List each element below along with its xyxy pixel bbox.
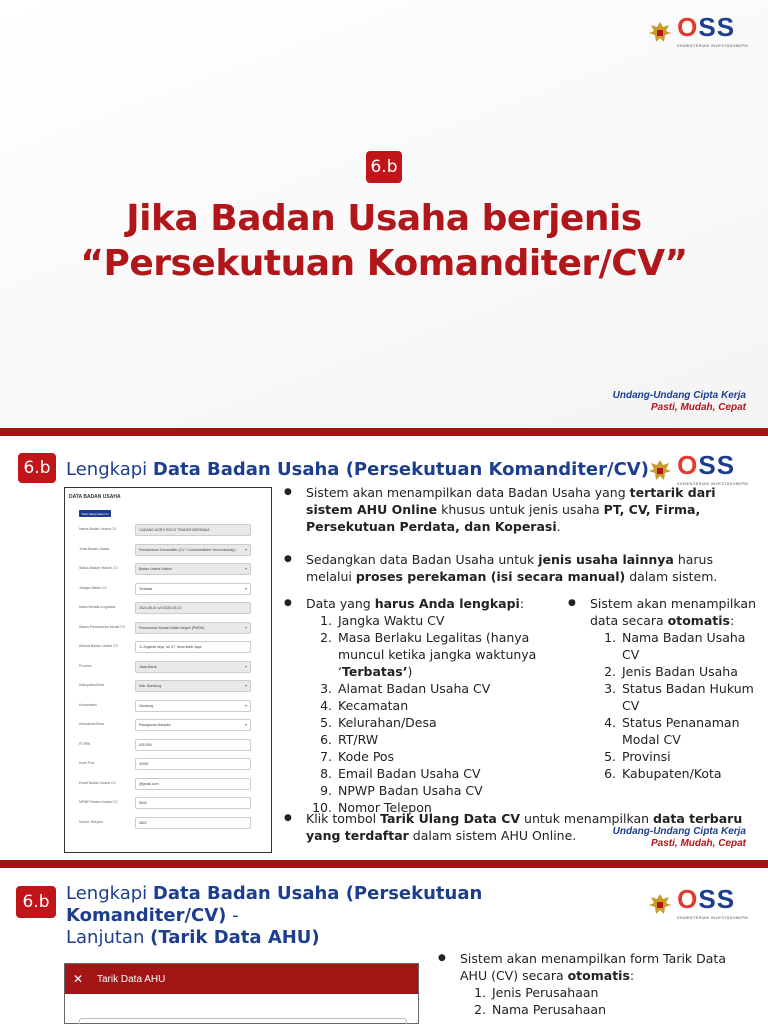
item-text: Nomor Telepon [338, 800, 432, 815]
form-field-label: Status Badan Hukum CV [79, 566, 118, 570]
form-title: DATA BADAN USAHA [69, 494, 121, 500]
form-field-input[interactable] [135, 797, 251, 809]
slide-heading: Lengkapi Data Badan Usaha (Persekutuan Komanditer/CV) - Lanjutan (Tarik Data AHU) [66, 883, 483, 948]
required-fields-list [284, 595, 574, 816]
form-field-input[interactable] [135, 622, 251, 634]
item-number: 1. [320, 613, 332, 628]
numbered-item [590, 663, 760, 680]
chevron-down-icon: ▾ [244, 702, 247, 708]
form-field-value: Penanaman Modal Dalam Negeri (PMDN) [139, 625, 205, 630]
form-field-label: NPWP Badan Usaha CV [79, 800, 118, 804]
form-field-label: Jenis Badan Usaha [79, 546, 110, 551]
numbered-item [460, 1001, 738, 1018]
bullet-item: ● Sedangkan data Badan Usaha untuk jenis usaha lainnya harus melalui proses perekaman (isi secara manual) dalam sistem. [284, 551, 754, 585]
item-text: NPWP Badan Usaha CV [338, 783, 483, 798]
form-row [79, 563, 255, 575]
item-text: Alamat Badan Usaha CV [338, 681, 491, 696]
item-text: Status Penanaman Modal CV [622, 715, 740, 747]
slide-separator [0, 428, 768, 436]
slide-title-line1: Jika Badan Usaha berjenis [126, 198, 642, 239]
item-number: 5. [604, 749, 616, 764]
chevron-down-icon: ▾ [244, 546, 247, 552]
item-text: Status Badan Hukum CV [622, 681, 754, 713]
item-number: 1. [474, 985, 486, 1000]
form-field-label: Email Badan Usaha CV [79, 780, 116, 785]
form-field-value: Cimaung [139, 703, 154, 708]
modal-title: Tarik Data AHU [97, 973, 166, 985]
item-number: 3. [604, 681, 616, 696]
section-badge: 6.b [18, 453, 56, 483]
item-text: Kabupaten/Kota [622, 766, 722, 781]
chevron-down-icon: ▾ [244, 722, 247, 727]
garuda-emblem-icon [647, 457, 673, 483]
item-text: Jangka Waktu CV [338, 613, 445, 628]
form-field-input[interactable] [135, 641, 251, 653]
item-number: 9. [320, 783, 332, 798]
numbered-item [306, 680, 574, 697]
oss-logo [647, 12, 748, 48]
auto-fields-list [568, 595, 760, 782]
numbered-item [306, 782, 574, 799]
form-row [79, 700, 255, 712]
item-text: Nama Perusahaan [492, 1002, 607, 1017]
form-field-label: Kode Pos [79, 761, 95, 765]
oss-logo [647, 884, 748, 920]
item-number: 8. [320, 766, 332, 781]
oss-wordmark: OSS KEMENTERIAN INVESTASI/BKPM [677, 12, 748, 48]
form-field-label: Kabupaten/Kota [79, 683, 105, 687]
form-row [79, 680, 255, 692]
numbered-item [590, 765, 760, 782]
form-field-label: Kecamatan [79, 702, 97, 707]
item-number: 4. [320, 698, 332, 713]
section-badge: 6.b [366, 151, 402, 183]
item-number: 6. [604, 766, 616, 781]
auto-fields [590, 629, 760, 782]
oss-wordmark: OSS KEMENTERIAN INVESTASI/BKPM [677, 450, 748, 486]
modal-input-field[interactable] [79, 1018, 407, 1024]
item-number: 6. [320, 732, 332, 747]
bullet-item: ● Sistem akan menampilkan form Tarik Data AHU (CV) secara otomatis: 1. Jenis Perusahaan 2. Nama Perusahaan [438, 950, 738, 1018]
form-field-input[interactable] [135, 544, 251, 556]
chevron-down-icon: ▾ [244, 566, 247, 571]
form-row [79, 778, 255, 790]
item-text: RT/RW [338, 732, 379, 747]
form-row [79, 622, 255, 634]
form-field-value: Jl. Angkrek raya, rw. 07, desa teluk Jaya [139, 645, 202, 649]
info-bullets-second [284, 551, 754, 585]
form-field-label: Kelurahan/Desa [79, 722, 105, 726]
numbered-item [306, 612, 574, 629]
bullet-item: ● Sistem akan menampilkan data secara otomatis: 1. Nama Badan Usaha CV 2. Jenis Badan Usaha 3. Status Badan Hukum CV 4. Status Penanaman Modal CV 5. Provinsi 6. Kabupaten/Kota [568, 595, 760, 782]
info-bullets-top [284, 484, 754, 535]
form-field-input[interactable] [135, 661, 251, 673]
item-text: Email Badan Usaha CV [338, 766, 481, 781]
form-field-value: 001/004 [139, 742, 152, 747]
form-field-value: 8642 [139, 801, 147, 805]
chevron-down-icon: ▾ [244, 683, 247, 688]
form-field-value: 2024-05-01 s/d 2025-05-02 [139, 606, 182, 610]
form-field-value: 40991 [139, 762, 149, 766]
slide-separator [0, 860, 768, 868]
form-row [79, 583, 255, 595]
data-badan-usaha-form [64, 487, 272, 853]
tarik-fields [460, 984, 738, 1018]
item-text: Jenis Badan Usaha [622, 664, 738, 679]
tagline: Undang-Undang Cipta Kerja Pasti, Mudah, Cepat [612, 826, 746, 849]
form-row [79, 739, 255, 751]
item-number: 1. [604, 630, 616, 645]
form-row [79, 641, 255, 653]
form-field-value: 0822 [139, 820, 147, 825]
numbered-item [590, 748, 760, 765]
form-field-input[interactable] [135, 739, 251, 751]
item-text: Masa Berlaku Legalitas (hanya muncul ketika jangka waktunya ‘ [338, 630, 537, 679]
chevron-down-icon: ▾ [244, 585, 247, 591]
form-field-input[interactable] [135, 680, 251, 692]
tarik-ulang-data-cv-button[interactable]: Tarik Ulang Data CV [79, 510, 111, 517]
form-field-value: Badan Usaha Hukum [139, 567, 173, 571]
section-badge: 6.b [16, 886, 56, 918]
form-field-input[interactable] [135, 602, 251, 614]
oss-logo [647, 450, 748, 486]
form-field-value: Kab. Bandung [139, 684, 162, 688]
form-field-input[interactable] [135, 719, 251, 731]
numbered-item [306, 714, 574, 731]
item-number: 7. [320, 749, 332, 764]
item-number: 3. [320, 681, 332, 696]
form-field-label: Alamat Badan Usaha CV [79, 644, 118, 648]
item-text-suffix: ) [407, 664, 413, 679]
garuda-emblem-icon [647, 891, 673, 917]
tagline: Undang-Undang Cipta Kerja Pasti, Mudah, Cepat [612, 390, 746, 413]
numbered-item [306, 629, 574, 680]
form-row [79, 797, 255, 809]
numbered-item [460, 984, 738, 1001]
form-field-value: Persekutuan Komanditer (CV / Commanditaire Vennootschap) [139, 547, 236, 552]
form-field-value: @gmail.com [139, 781, 159, 786]
numbered-item [590, 714, 760, 748]
item-number: 2. [474, 1002, 486, 1017]
slide-title [0, 0, 768, 428]
form-field-value: CADANG AGRO ROCK TRADER BERSAMA [139, 528, 210, 532]
form-field-input[interactable] [135, 778, 251, 790]
numbered-item [306, 748, 574, 765]
numbered-item [306, 697, 574, 714]
slide-title-line2: “Persekutuan Komanditer/CV” [80, 243, 688, 284]
item-text-bold: Terbatas’ [341, 664, 408, 679]
item-number: 4. [604, 715, 616, 730]
item-text: Kecamatan [338, 698, 409, 713]
form-field-label: RT/RW [79, 741, 91, 746]
item-text: Kelurahan/Desa [338, 715, 437, 730]
bullet-item: ● Sistem akan menampilkan data Badan Usaha yang tertarik dari sistem AHU Online khusus untuk jenis usaha PT, CV, Firma, Persekutuan Perdata, dan Koperasi. [284, 484, 754, 535]
numbered-item [590, 629, 760, 663]
numbered-item [306, 731, 574, 748]
form-field-value: Pasirgandu Nanjaka [139, 723, 171, 727]
item-text: Provinsi [622, 749, 671, 764]
form-row [79, 719, 255, 731]
tarik-data-ahu-modal [64, 963, 419, 1024]
form-field-input[interactable] [135, 583, 251, 595]
oss-wordmark: OSS KEMENTERIAN INVESTASI/BKPM [677, 884, 748, 920]
form-field-label: Nama Badan Usaha CV [79, 527, 117, 531]
form-field-label: Jangka Waktu CV [79, 585, 107, 590]
form-row [79, 758, 255, 770]
form-field-input[interactable] [135, 758, 251, 770]
item-text: Kode Pos [338, 749, 395, 764]
item-number: 5. [320, 715, 332, 730]
form-field-input[interactable] [135, 817, 251, 829]
item-number: 2. [320, 630, 332, 645]
form-field-input[interactable] [135, 524, 251, 536]
form-row [79, 661, 255, 673]
garuda-emblem-icon [647, 19, 673, 45]
item-text: Nama Badan Usaha CV [622, 630, 746, 662]
item-text: Jenis Perusahaan [492, 985, 599, 1000]
form-field-value: Jawa Barat [139, 664, 157, 669]
bullet-item: ● Klik tombol Tarik Ulang Data CV untuk menampilkan data terbaru yang terdaftar dalam sistem AHU Online. [284, 810, 754, 844]
slide-heading: Lengkapi Data Badan Usaha (Persekutuan Komanditer/CV) [66, 459, 649, 480]
form-field-label: Nomor Telepon [79, 819, 103, 824]
item-number: 10. [312, 800, 332, 815]
numbered-item [306, 765, 574, 782]
chevron-down-icon: ▾ [244, 663, 247, 669]
form-field-label: Status Penanaman Modal CV [79, 624, 126, 629]
tarik-info-list [438, 950, 738, 1018]
modal-header [65, 964, 418, 994]
form-field-input[interactable] [135, 700, 251, 712]
form-field-label: Provinsi [79, 663, 92, 668]
close-icon[interactable]: ✕ [73, 972, 84, 986]
form-row [79, 524, 255, 536]
form-row [79, 602, 255, 614]
required-fields [306, 612, 574, 816]
form-field-value: Terbatas [139, 586, 153, 591]
bullet-item: ● Data yang harus Anda lengkapi: 1. Jangka Waktu CV 2. Masa Berlaku Legalitas (hanya muncul ketika jangka waktunya ‘Terbatas’) 3. Alamat Badan Usaha CV 4. Kecamatan 5. Kelurahan/Desa 6. RT/RW 7. Kode Pos 8. Email Badan Usaha CV 9. NPWP Badan Usaha CV 10. Nomor Telepon [284, 595, 574, 816]
numbered-item [590, 680, 760, 714]
form-row [79, 817, 255, 829]
form-field-label: Masa Berlaku Legalitas [79, 605, 116, 609]
item-number: 2. [604, 664, 616, 679]
chevron-down-icon: ▾ [244, 624, 247, 630]
form-field-input[interactable] [135, 563, 251, 575]
form-row [79, 544, 255, 556]
